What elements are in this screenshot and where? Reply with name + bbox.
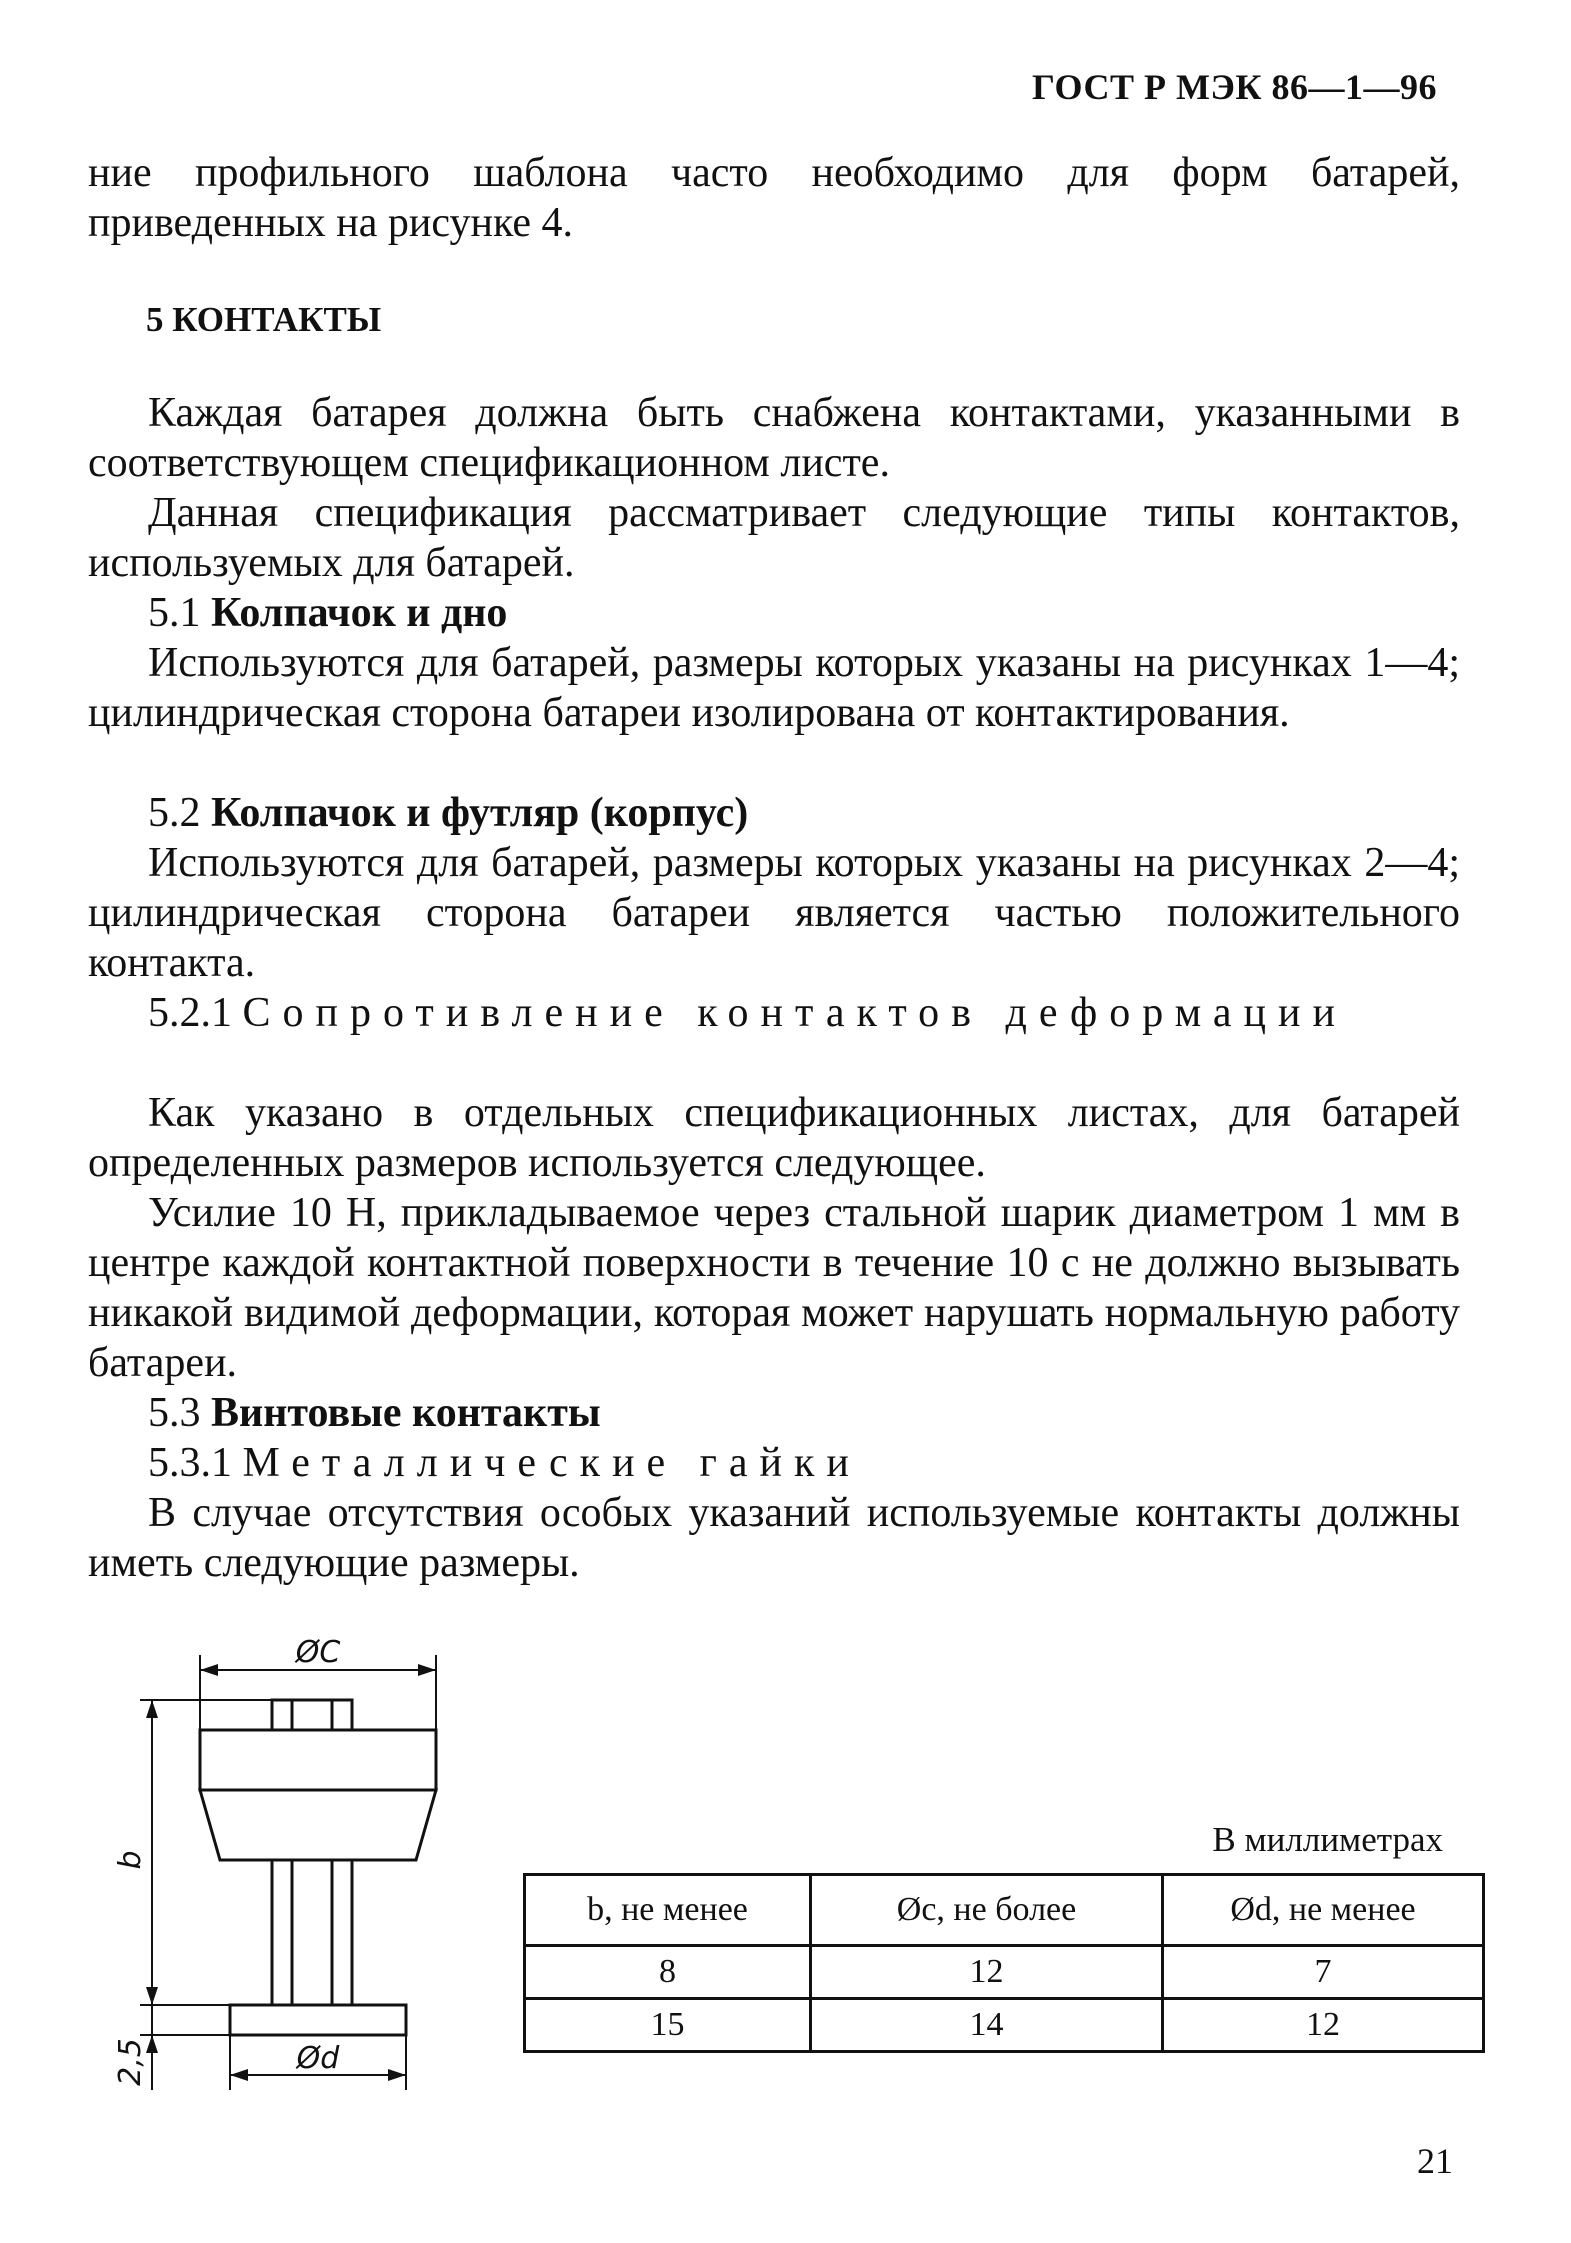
table-row: [525, 1946, 1484, 1999]
table-header-b: b, не менее: [525, 1875, 811, 1946]
subsection-5-2-1-number: 5.2.1: [148, 990, 243, 1036]
table-cell: 15: [525, 1999, 811, 2052]
table-header-d: Ød, не менее: [1163, 1875, 1484, 1946]
subsection-5-1-text: Используются для батарей, размеры которых указаны на рисунках 1—4; цилиндрическая сторона батареи изолирована от контактирования.: [88, 640, 1460, 736]
subsection-5-2-1-paragraph-2: Усилие 10 Н, прикладываемое через стальной шарик диаметром 1 мм в центре каждой контактной поверхности в течение 10 с не должно вызывать никакой видимой деформации, которая может нарушать нормальную работу батареи.: [88, 1190, 1460, 1386]
drawing-top-block: [200, 1730, 436, 1790]
table-cell: 8: [525, 1946, 811, 1999]
drawing-shaft: [272, 1860, 352, 2005]
table-row: [525, 1999, 1484, 2052]
table-cell: 12: [811, 1946, 1163, 1999]
table-cell: 14: [811, 1999, 1163, 2052]
drawing-label-2-5: 2,5: [113, 2038, 148, 2086]
drawing-top-protrusion: [272, 1700, 352, 1730]
dimensions-table: [523, 1873, 1485, 2053]
table-units-note: В миллиметрах: [1212, 1820, 1443, 1859]
drawing-label-d: Ød: [296, 2041, 340, 2076]
subsection-5-3-1-heading: [88, 1438, 1460, 1488]
document-header: ГОСТ Р МЭК 86—1—96: [1032, 67, 1437, 107]
subsection-5-2-number: 5.2: [148, 790, 211, 836]
subsection-5-2-title: Колпачок и футляр (корпус): [211, 790, 749, 836]
subsection-5-2-1-paragraph-1: Как указано в отдельных спецификационных листах, для батарей определенных размеров используется следующее.: [88, 1090, 1460, 1186]
drawing-label-b: b: [113, 1850, 148, 1870]
subsection-5-3-1-title: Металлические гайки: [242, 1440, 861, 1486]
subsection-5-3-heading: [88, 1388, 1460, 1438]
subsection-5-2-1-heading: [88, 988, 1460, 1038]
subsection-5-2-heading: [88, 788, 1460, 838]
page-number: 21: [1417, 2141, 1453, 2181]
drawing-base-plate: [230, 2005, 406, 2035]
subsection-5-1-heading: [88, 588, 1460, 638]
subsection-5-3-number: 5.3: [148, 1390, 211, 1436]
table-cell: 7: [1163, 1946, 1484, 1999]
intro-paragraph: ние профильного шаблона часто необходимо для форм батарей, приведенных на рисунке 4.: [88, 150, 1460, 246]
section-5-paragraph-2: Данная спецификация рассматривает следующие типы контактов, используемых для батарей.: [88, 490, 1460, 586]
section-5-title: 5 КОНТАКТЫ: [146, 300, 382, 339]
subsection-5-1-number: 5.1: [148, 590, 211, 636]
section-5-paragraph-1: Каждая батарея должна быть снабжена контактами, указанными в соответствующем спецификационном листе.: [88, 390, 1460, 486]
subsection-5-3-1-number: 5.3.1: [148, 1440, 243, 1486]
drawing-label-c: ØC: [295, 1635, 341, 1670]
subsection-5-2-1-title: Сопротивление контактов деформации: [242, 990, 1347, 1036]
subsection-5-3-title: Винтовые контакты: [211, 1390, 601, 1436]
subsection-5-3-1-text: В случае отсутствия особых указаний используемые контакты должны иметь следующие размеры.: [88, 1490, 1460, 1586]
drawing-tapered-body: [200, 1790, 436, 1860]
table-header-row: [525, 1875, 1484, 1946]
nut-contact-drawing: [60, 1620, 460, 2100]
table-header-c: Øc, не более: [811, 1875, 1163, 1946]
table-cell: 12: [1163, 1999, 1484, 2052]
subsection-5-1-title: Колпачок и дно: [211, 590, 508, 636]
subsection-5-2-text: Используются для батарей, размеры которых указаны на рисунках 2—4; цилиндрическая сторона батареи является частью положительного контакта.: [88, 840, 1460, 986]
